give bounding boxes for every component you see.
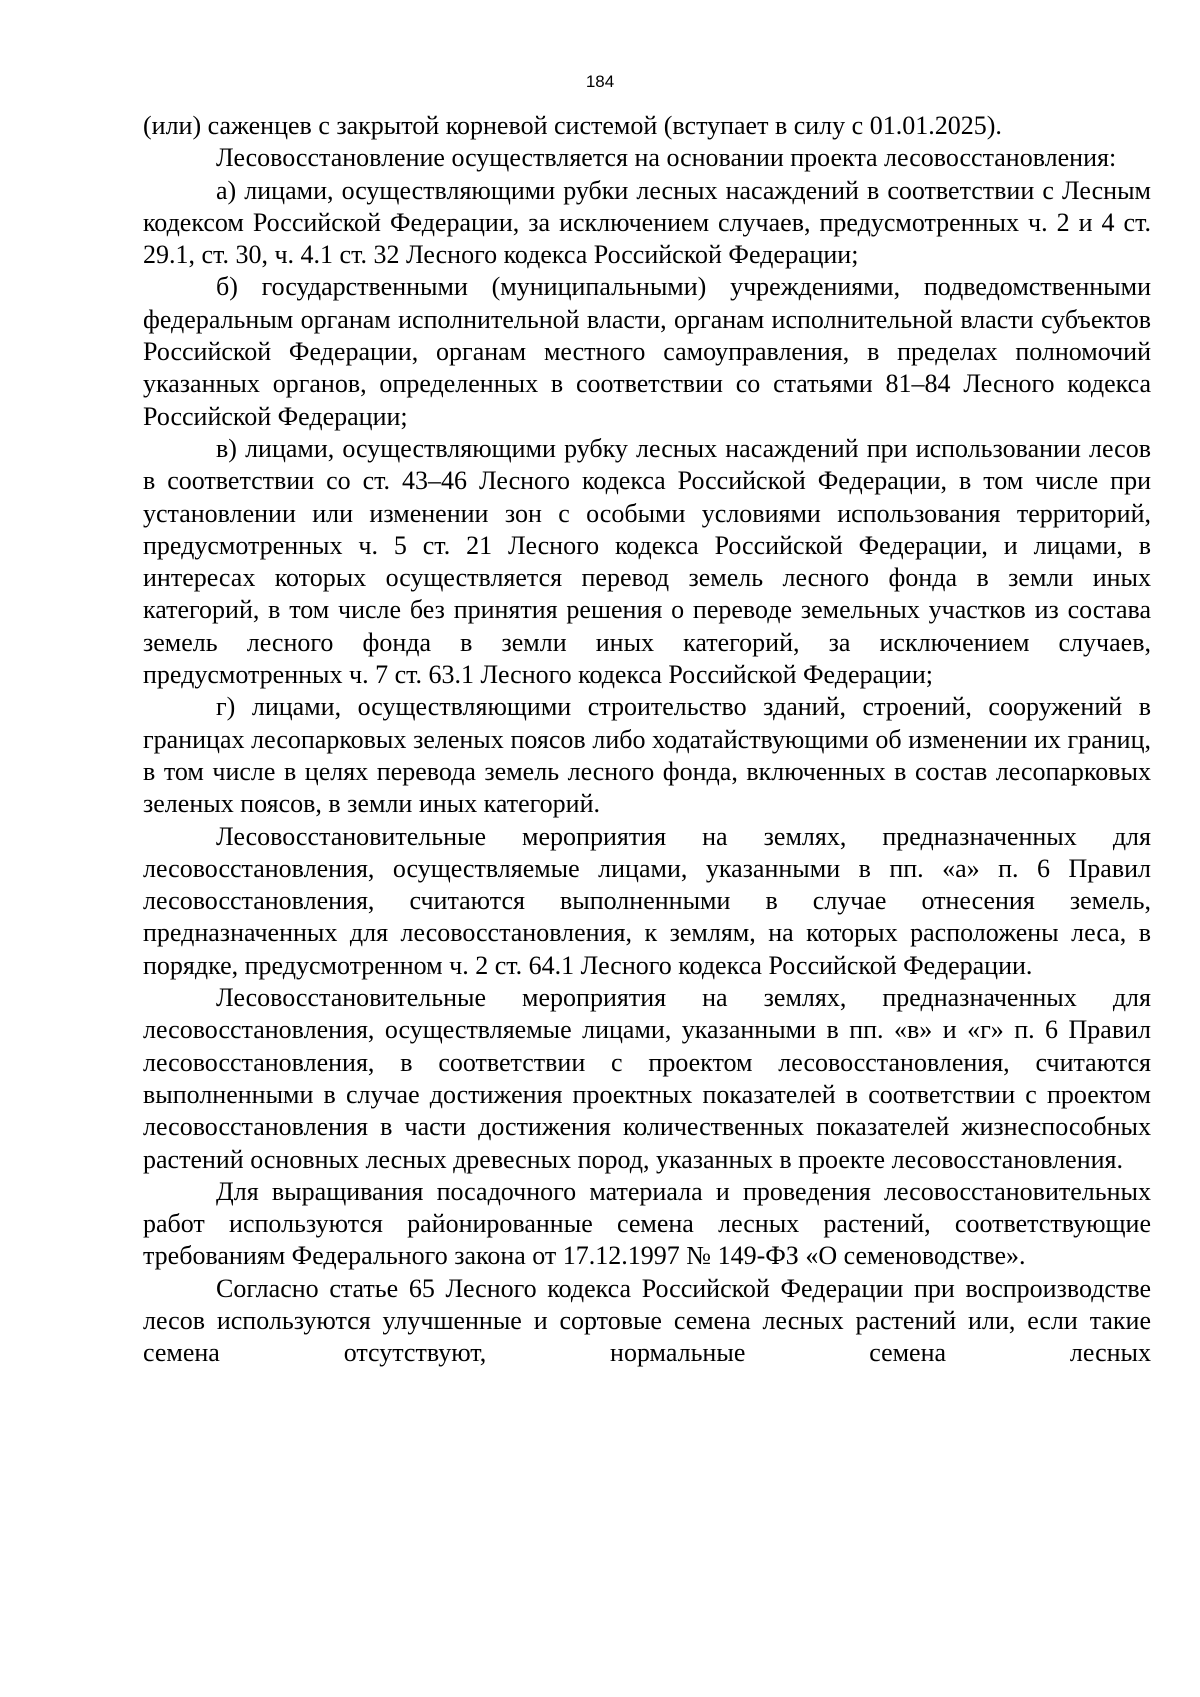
- paragraph-seeds: Для выращивания посадочного материала и проведения лесовосстановительных работ используются районированные семена лесных растений, соответствующие требованиям Федерального закона от 17.12.1997 № 149-ФЗ «О семеноводстве».: [143, 1176, 1151, 1271]
- paragraph-continuation: (или) саженцев с закрытой корневой системой (вступает в силу с 01.01.2025).: [143, 111, 1002, 140]
- list-item-v: в) лицами, осуществляющими рубку лесных насаждений при использовании лесов в соответствии со ст. 43–46 Лесного кодекса Российской Федерации, в том числе при установлении или изменении зон с особыми условиями использования территорий, предусмотренных ч. 5 ст. 21 Лесного кодекса Российской Федерации, и лицами, в интересах которых осуществляется перевод земель лесного фонда в земли иных категорий, в том числе без принятия решения о переводе земельных участков из состава земель лесного фонда в земли иных категорий, за исключением случаев, предусмотренных ч. 7 ст. 63.1 Лесного кодекса Российской Федерации;: [143, 433, 1151, 690]
- paragraph-reforestation-basis: Лесовосстановление осуществляется на основании проекта лесовосстановления:: [216, 143, 1117, 173]
- paragraph-measures-a: Лесовосстановительные мероприятия на землях, предназначенных для лесовосстановления, осуществляемые лицами, указанными в пп. «а» п. 6 Правил лесовосстановления, считаются выполненными в случае отнесения земель, предназначенных для лесовосстановления, к землям, на которых расположены леса, в порядке, предусмотренном ч. 2 ст. 64.1 Лесного кодекса Российской Федерации.: [143, 821, 1151, 980]
- list-item-g: г) лицами, осуществляющими строительство зданий, строений, сооружений в границах лесопарковых зеленых поясов либо ходатайствующими об изменении их границ, в том числе в целях перевода земель лесного фонда, включенных в состав лесопарковых зеленых поясов, в земли иных категорий.: [143, 692, 1151, 819]
- document-body: [143, 110, 1151, 1370]
- list-item-b: б) государственными (муниципальными) учреждениями, подведомственными федеральным органам исполнительной власти, органам исполнительной власти субъектов Российской Федерации, органам местного самоуправления, в пределах полномочий указанных органов, определенных в соответствии со статьями 81–84 Лесного кодекса Российской Федерации;: [143, 272, 1151, 431]
- list-item-a: а) лицами, осуществляющими рубки лесных насаждений в соответствии с Лесным кодексом Российской Федерации, за исключением случаев, предусмотренных ч. 2 и 4 ст. 29.1, ст. 30, ч. 4.1 ст. 32 Лесного кодекса Российской Федерации;: [143, 175, 1151, 270]
- paragraph-article-65: Согласно статье 65 Лесного кодекса Российской Федерации при воспроизводстве лесов используются улучшенные и сортовые семена лесных растений или, если такие семена отсутствуют, нормальные семена лесных: [143, 1273, 1151, 1368]
- paragraph-measures-v-g: Лесовосстановительные мероприятия на землях, предназначенных для лесовосстановления, осуществляемые лицами, указанными в пп. «в» и «г» п. 6 Правил лесовосстановления, в соответствии с проектом лесовосстановления, считаются выполненными в случае достижения проектных показателей в соответствии с проектом лесовосстановления в части достижения количественных показателей жизнеспособных растений основных лесных древесных пород, указанных в проекте лесовосстановления.: [143, 983, 1151, 1174]
- page-number: 184: [585, 72, 615, 91]
